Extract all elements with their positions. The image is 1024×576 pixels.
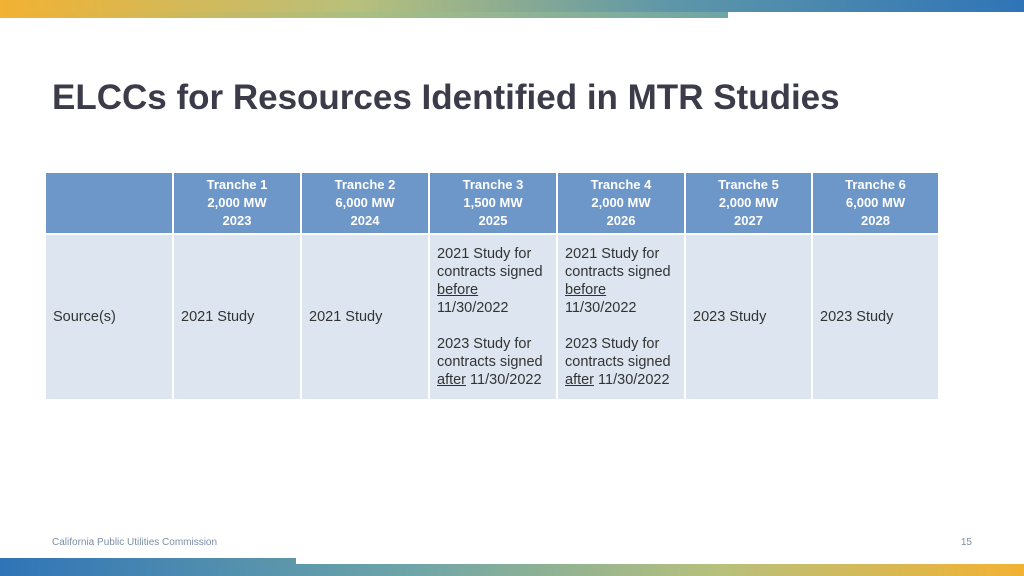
header-tranche-2: Tranche 2 6,000 MW 2024 <box>301 172 429 234</box>
cell-tranche-4 <box>557 234 685 400</box>
header-tranche-3: Tranche 3 1,500 MW 2025 <box>429 172 557 234</box>
elcc-table <box>44 171 940 401</box>
cell-tranche-5: 2023 Study <box>685 234 812 400</box>
tranche-4-before-note: 2021 Study for contracts signed before 11/30/2022 <box>565 246 671 316</box>
header-tranche-4: Tranche 4 2,000 MW 2026 <box>557 172 685 234</box>
header-tranche-6: Tranche 6 6,000 MW 2028 <box>812 172 939 234</box>
row-label-sources: Source(s) <box>45 234 173 400</box>
header-corner <box>45 172 173 234</box>
tranche-3-before-note: 2021 Study for contracts signed before 11/30/2022 <box>437 246 543 316</box>
cell-tranche-1: 2021 Study <box>173 234 301 400</box>
cell-tranche-6: 2023 Study <box>812 234 939 400</box>
bottom-accent-bar <box>0 564 1024 576</box>
top-accent-notch <box>0 12 728 18</box>
header-tranche-5: Tranche 5 2,000 MW 2027 <box>685 172 812 234</box>
header-row <box>45 172 939 234</box>
header-tranche-1: Tranche 1 2,000 MW 2023 <box>173 172 301 234</box>
cell-tranche-2: 2021 Study <box>301 234 429 400</box>
tranche-4-after-note: 2023 Study for contracts signed after 11/30/2022 <box>565 336 671 388</box>
tranche-3-after-note: 2023 Study for contracts signed after 11/30/2022 <box>437 336 543 388</box>
table-row <box>45 234 939 400</box>
top-accent-bar <box>0 0 1024 12</box>
slide-title: ELCCs for Resources Identified in MTR Studies <box>52 78 840 117</box>
page-number: 15 <box>960 537 972 548</box>
footer-organization: California Public Utilities Commission <box>52 537 218 548</box>
cell-tranche-3 <box>429 234 557 400</box>
